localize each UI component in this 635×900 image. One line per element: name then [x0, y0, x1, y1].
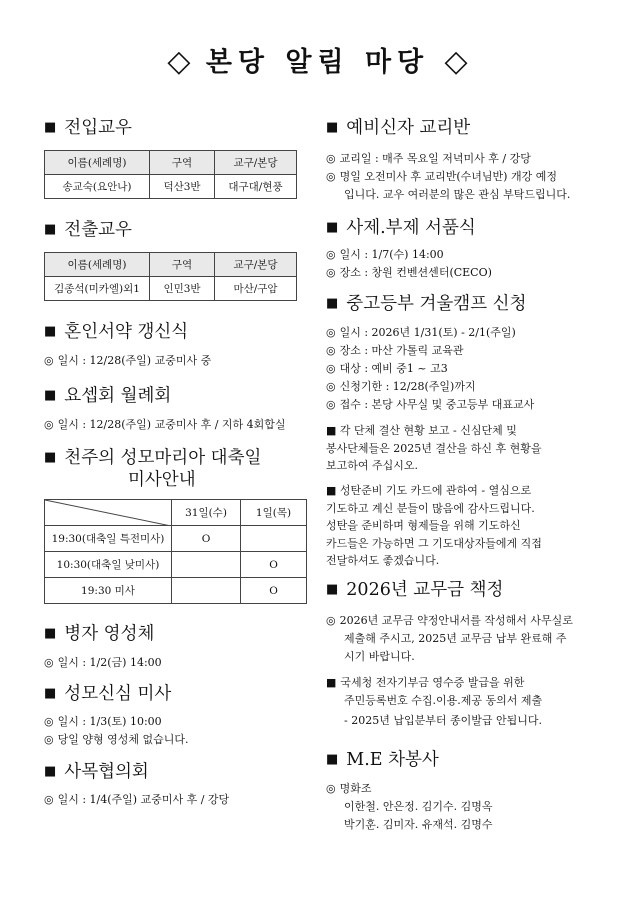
section-heading-mary: ■ 천주의 성모마리아 대축일	[44, 448, 262, 468]
camp-line: ◎ 대상 : 예비 중1 ~ 고3	[326, 362, 448, 375]
square-icon: ■	[326, 676, 337, 689]
bullet-icon: ◎	[326, 170, 336, 183]
catechumen-line: ◎ 명일 오전미사 후 교리반(수녀님반) 개강 예정	[326, 170, 557, 183]
section-heading-camp: ■ 중고등부 겨울캠프 신청	[326, 294, 527, 314]
diamond-left-icon: ◇	[167, 44, 191, 79]
table-cell: 19:30(대축일 특전미사)	[45, 526, 172, 552]
table-row	[45, 277, 297, 301]
page-title	[0, 40, 635, 79]
table-header: 31일(수)	[172, 500, 241, 526]
square-icon: ■	[326, 220, 339, 235]
camp-line: ◎ 장소 : 마산 가톨릭 교육관	[326, 344, 464, 357]
section-heading-devotion: ■ 성모신심 미사	[44, 684, 172, 704]
camp-line: ◎ 접수 : 본당 사무실 및 중고등부 대표교사	[326, 398, 535, 411]
incoming-table	[44, 150, 297, 199]
section-heading-catechumen: ■ 예비신자 교리반	[326, 118, 471, 138]
bullet-icon: ◎	[326, 266, 336, 279]
square-icon: ■	[44, 626, 57, 641]
section-heading-sick: ■ 병자 영성체	[44, 624, 155, 644]
diagonal-line-icon	[45, 500, 171, 526]
section-heading-incoming: ■ 전입교우	[44, 118, 132, 138]
catechumen-line: 입니다. 교우 여러분의 많은 관심 부탁드립니다.	[344, 188, 571, 201]
table-header: 교구/본당	[215, 151, 297, 175]
table-row	[45, 175, 297, 199]
table-cell: 10:30(대축일 낮미사)	[45, 552, 172, 578]
table-header: 구역	[150, 151, 215, 175]
table-corner-cell	[45, 500, 172, 526]
table-cell: O	[241, 552, 307, 578]
table-header: 이름(세례명)	[45, 151, 150, 175]
table-cell: 19:30 미사	[45, 578, 172, 604]
table-header: 이름(세례명)	[45, 253, 150, 277]
table-cell: 덕산3반	[150, 175, 215, 199]
devotion-line: ◎ 당일 양형 영성체 없습니다.	[44, 733, 189, 746]
table-header: 교구/본당	[215, 253, 297, 277]
mary-mass-table	[44, 499, 307, 604]
square-icon: ■	[44, 764, 57, 779]
sick-line: ◎ 일시 : 1/2(금) 14:00	[44, 656, 162, 669]
square-icon: ■	[44, 686, 57, 701]
table-cell: 송교숙(요안나)	[45, 175, 150, 199]
square-icon: ■	[326, 120, 339, 135]
dues-line: ◎ 2026년 교무금 약정안내서를 작성해서 사무실로	[326, 614, 573, 627]
table-cell: O	[241, 578, 307, 604]
table-cell	[241, 526, 307, 552]
table-cell	[172, 578, 241, 604]
diamond-right-icon: ◇	[444, 44, 468, 79]
square-icon: ■	[44, 388, 57, 403]
wedding-line: ◎ 일시 : 12/28(주일) 교중미사 중	[44, 354, 212, 367]
tax-line: ■ 국세청 전자기부금 영수증 발급을 위한	[326, 676, 525, 689]
square-icon: ■	[326, 582, 339, 597]
dues-line: 제출해 주시고, 2025년 교무금 납부 완료해 주	[344, 632, 567, 645]
bullet-icon: ◎	[44, 418, 54, 431]
catechumen-line: ◎ 교리일 : 매주 목요일 저녁미사 후 / 강당	[326, 152, 531, 165]
section-heading-mary-line2: 미사안내	[128, 470, 196, 490]
camp-line: ◎ 일시 : 2026년 1/31(토) - 2/1(주일)	[326, 326, 516, 339]
bullet-icon: ◎	[326, 362, 336, 375]
bullet-icon: ◎	[326, 344, 336, 357]
square-icon: ■	[44, 222, 57, 237]
square-icon: ■	[326, 752, 339, 767]
bullet-icon: ◎	[44, 715, 54, 728]
joseph-line: ◎ 일시 : 12/28(주일) 교중미사 후 / 지하 4회합실	[44, 418, 286, 431]
bullet-icon: ◎	[326, 380, 336, 393]
bullet-icon: ◎	[44, 656, 54, 669]
table-row	[45, 552, 307, 578]
bullet-icon: ◎	[44, 354, 54, 367]
square-icon: ■	[44, 324, 57, 339]
square-icon: ■	[44, 450, 57, 465]
square-icon: ■	[44, 120, 57, 135]
section-heading-joseph: ■ 요셉회 월례회	[44, 386, 172, 406]
bullet-icon: ◎	[326, 248, 336, 261]
devotion-line: ◎ 일시 : 1/3(토) 10:00	[44, 715, 162, 728]
bullet-icon: ◎	[326, 782, 336, 795]
settlement-notice: ■ 각 단체 결산 현황 보고 - 신심단체 및 봉사단체들은 2025년 결산을 하신 후 현황을 보고하여 주십시오.	[326, 424, 542, 472]
section-heading-outgoing: ■ 전출교우	[44, 220, 132, 240]
table-row	[45, 578, 307, 604]
tax-line: - 2025년 납입분부터 종이발급 안됩니다.	[344, 714, 542, 727]
section-heading-dues: ■ 2026년 교무금 책정	[326, 580, 504, 600]
table-cell: 김종석(미카엘)외1	[45, 277, 150, 301]
bullet-icon: ◎	[44, 793, 54, 806]
bullet-icon: ◎	[44, 733, 54, 746]
tax-line: 주민등록번호 수집.이용.제공 동의서 제출	[344, 694, 543, 707]
table-cell	[172, 552, 241, 578]
camp-line: ◎ 신청기한 : 12/28(주일)까지	[326, 380, 476, 393]
page-title-text: 본당 알림 마당	[205, 47, 430, 78]
section-heading-ordination: ■ 사제.부제 서품식	[326, 218, 476, 238]
table-header: 구역	[150, 253, 215, 277]
table-cell: 마산/구암	[215, 277, 297, 301]
me-line: 박기훈. 김미자. 유재석. 김명수	[344, 818, 493, 831]
section-heading-me: ■ M.E 차봉사	[326, 750, 439, 770]
me-line: ◎ 명화조	[326, 782, 372, 795]
table-cell: O	[172, 526, 241, 552]
bullet-icon: ◎	[326, 326, 336, 339]
table-cell: 인민3반	[150, 277, 215, 301]
advent-notice: ■ 성탄준비 기도 카드에 관하여 - 열심으로 기도하고 계신 분들이 많음에 감사드립니다. 성탄을 준비하며 형제들을 위해 기도하신 카드들은 가능하면 그 기도대상자들에게 직접 전달하셔도 좋겠습니다.	[326, 484, 542, 567]
ordination-line: ◎ 일시 : 1/7(수) 14:00	[326, 248, 444, 261]
bullet-icon: ◎	[326, 398, 336, 411]
section-heading-pastoral: ■ 사목협의회	[44, 762, 149, 782]
ordination-line: ◎ 장소 : 창원 컨벤션센터(CECO)	[326, 266, 492, 279]
square-icon: ■	[326, 296, 339, 311]
table-row	[45, 526, 307, 552]
section-heading-wedding: ■ 혼인서약 갱신식	[44, 322, 189, 342]
bullet-icon: ◎	[326, 614, 336, 627]
dues-line: 시기 바랍니다.	[344, 650, 415, 663]
me-line: 이한철. 안은정. 김기수. 김명옥	[344, 800, 493, 813]
pastoral-line: ◎ 일시 : 1/4(주일) 교중미사 후 / 강당	[44, 793, 230, 806]
table-header: 1일(목)	[241, 500, 307, 526]
bullet-icon: ◎	[326, 152, 336, 165]
outgoing-table	[44, 252, 297, 301]
table-cell: 대구대/현풍	[215, 175, 297, 199]
